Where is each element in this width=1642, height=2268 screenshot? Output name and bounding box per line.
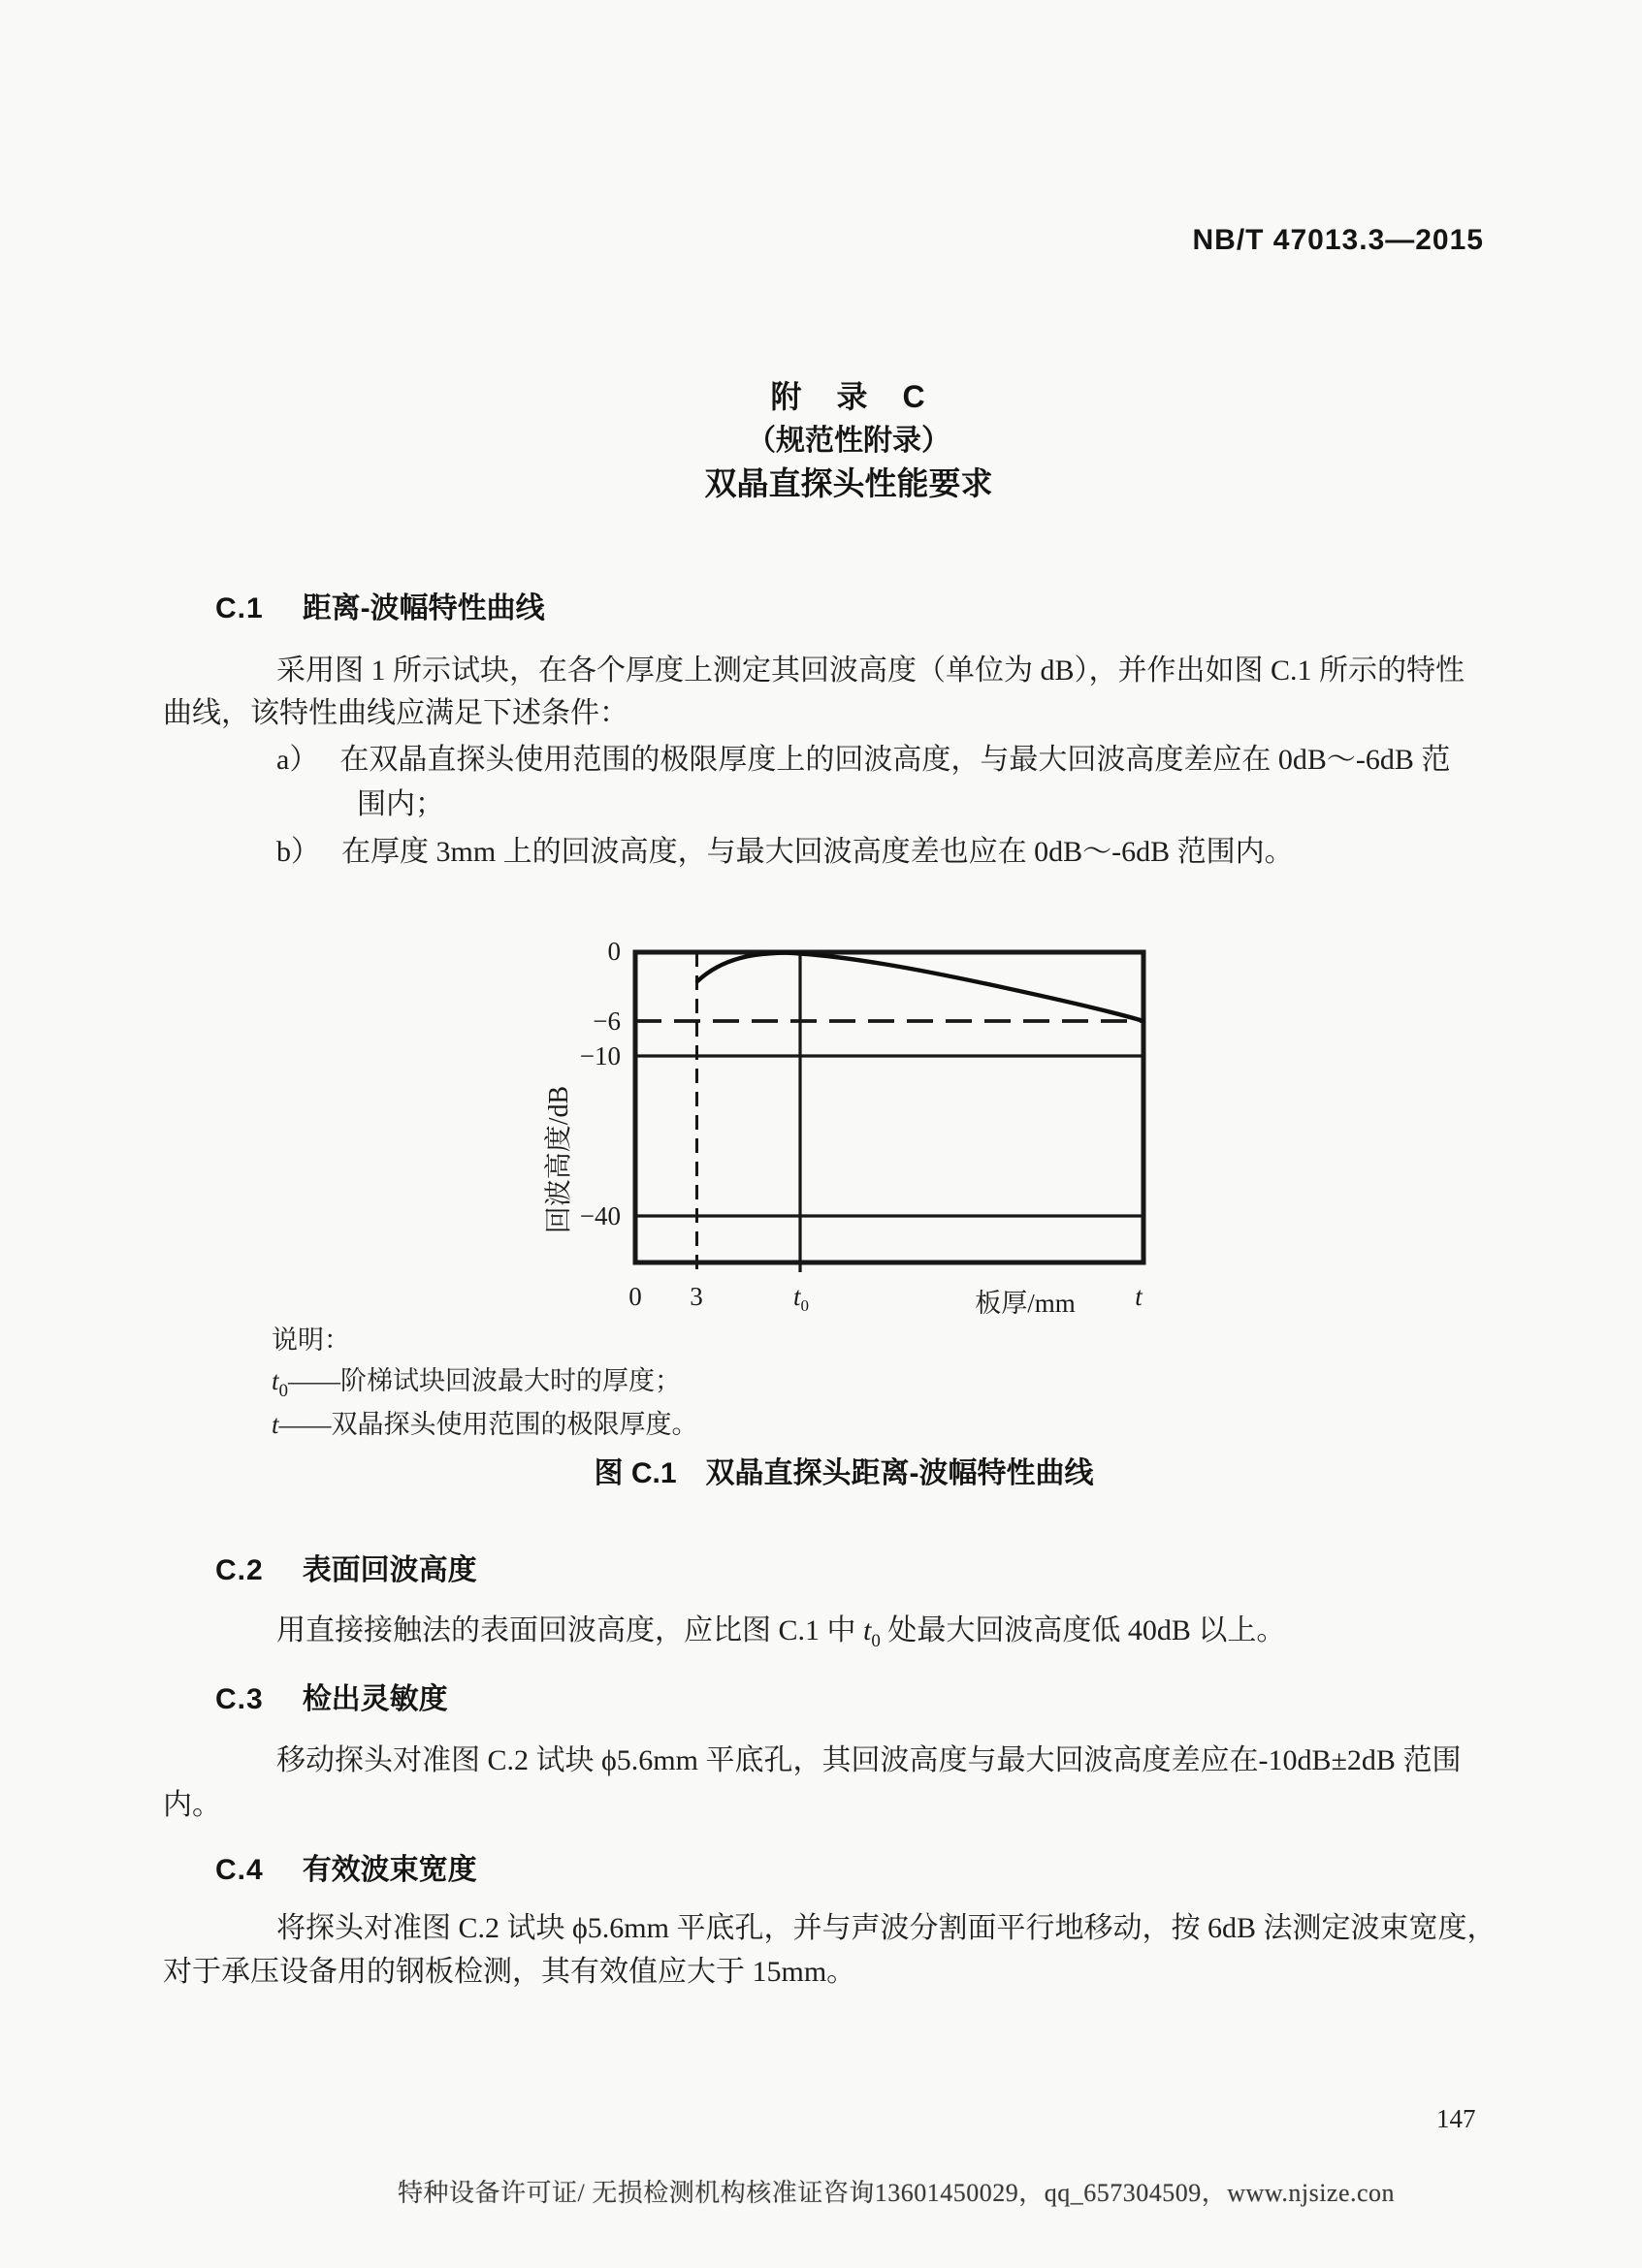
amplitude-distance-curve: [697, 953, 1143, 1021]
figure-c1-caption: [262, 1449, 1426, 1491]
section-c4-title: 有效波束宽度: [302, 1854, 477, 1886]
y-tick-0: 0: [607, 937, 621, 966]
section-c3-title: 检出灵敏度: [302, 1683, 448, 1715]
standard-number-header: NB/T 47013.3—2015: [1192, 224, 1484, 256]
c1-item-a-label: a）: [276, 744, 319, 776]
y-axis-label: 回波高度/dB: [544, 1085, 574, 1234]
legend-t0-text: ——阶梯试块回波最大时的厚度；: [288, 1366, 682, 1395]
c2-t0-subscript: 0: [871, 1631, 881, 1651]
appendix-subtitle: （规范性附录）: [747, 425, 950, 457]
c3-paragraph-line2: 内。: [163, 1789, 221, 1821]
legend-item-t: [272, 1403, 698, 1441]
figure-c1-caption-number: 图 C.1: [594, 1457, 677, 1489]
c1-item-b-text: 在厚度 3mm 上的回波高度，与最大回波高度差也应在 0dB～-6dB 范围内。: [341, 836, 1294, 868]
section-c4-heading: [215, 1845, 477, 1888]
appendix-title: 附 录 C: [770, 379, 927, 414]
c4-paragraph-line1: 将探头对准图 C.2 试块 ϕ5.6mm 平底孔，并与声波分割面平行地移动，按 6dB 法测定波束宽度，: [276, 1912, 1497, 1944]
y-tick-m6: −6: [593, 1006, 621, 1036]
x-tick-3: 3: [690, 1282, 703, 1311]
c1-item-a-cont: 围内；: [357, 788, 444, 820]
y-tick-m40: −40: [579, 1201, 621, 1230]
legend-label: 说明：: [272, 1326, 350, 1355]
section-c4-number: C.4: [215, 1854, 264, 1886]
legend-t0-symbol: t: [272, 1366, 279, 1395]
section-c1-number: C.1: [215, 592, 264, 624]
c1-item-b: [276, 827, 1294, 870]
c2-paragraph-pre: 用直接接触法的表面回波高度，应比图 C.1 中: [276, 1614, 864, 1646]
c1-item-a: [276, 735, 1450, 778]
c3-paragraph-line1: 移动探头对准图 C.2 试块 ϕ5.6mm 平底孔，其回波高度与最大回波高度差应在-10dB±2dB 范围: [276, 1744, 1462, 1776]
section-c3-heading: [215, 1675, 448, 1717]
x-tick-t: t: [1135, 1282, 1143, 1311]
x-tick-t0-symbol: t: [792, 1282, 801, 1311]
figure-c1-caption-text: 双晶直探头距离-波幅特性曲线: [705, 1457, 1094, 1489]
section-c2-title: 表面回波高度: [302, 1554, 477, 1586]
x-tick-0: 0: [628, 1282, 642, 1311]
section-c2-heading: [215, 1546, 477, 1588]
c1-item-a-text: 在双晶直探头使用范围的极限厚度上的回波高度，与最大回波高度差应在 0dB～-6dB 范: [339, 744, 1451, 776]
page-number: 147: [1436, 2104, 1476, 2133]
c1-paragraph-line2: 曲线，该特性曲线应满足下述条件：: [163, 697, 628, 729]
y-tick-m10: −10: [579, 1041, 621, 1070]
c4-paragraph-line2: 对于承压设备用的钢板检测，其有效值应大于 15mm。: [163, 1956, 856, 1988]
c2-paragraph-post: 处最大回波高度低 40dB 以上。: [880, 1614, 1286, 1646]
c1-paragraph-line1: 采用图 1 所示试块，在各个厚度上测定其回波高度（单位为 dB），并作出如图 C.1 所示的特性: [276, 655, 1465, 687]
c2-paragraph: [276, 1606, 1285, 1652]
footer-watermark: 特种设备许可证/ 无损检测机构核准证咨询13601450029，qq_657304509，www.njsize.con: [398, 2179, 1396, 2207]
appendix-name: 双晶直探头性能要求: [704, 465, 993, 501]
c2-t0-symbol: t: [863, 1614, 872, 1646]
x-tick-t0-subscript: 0: [800, 1296, 810, 1315]
section-c1-heading: [215, 584, 545, 626]
x-tick-t0: [793, 1282, 809, 1316]
section-c2-number: C.2: [215, 1554, 264, 1586]
legend-t-symbol: t: [272, 1410, 279, 1439]
c1-item-b-label: b）: [276, 836, 320, 868]
figure-c1-plot: [632, 949, 1146, 1275]
legend-item-t0: [272, 1359, 681, 1402]
legend-t-text: ——双晶探头使用范围的极限厚度。: [278, 1410, 698, 1439]
x-axis-label: 板厚/mm: [975, 1289, 1076, 1318]
section-c3-number: C.3: [215, 1683, 264, 1715]
legend-t0-subscript: 0: [278, 1381, 289, 1401]
section-c1-title: 距离-波幅特性曲线: [302, 592, 545, 624]
